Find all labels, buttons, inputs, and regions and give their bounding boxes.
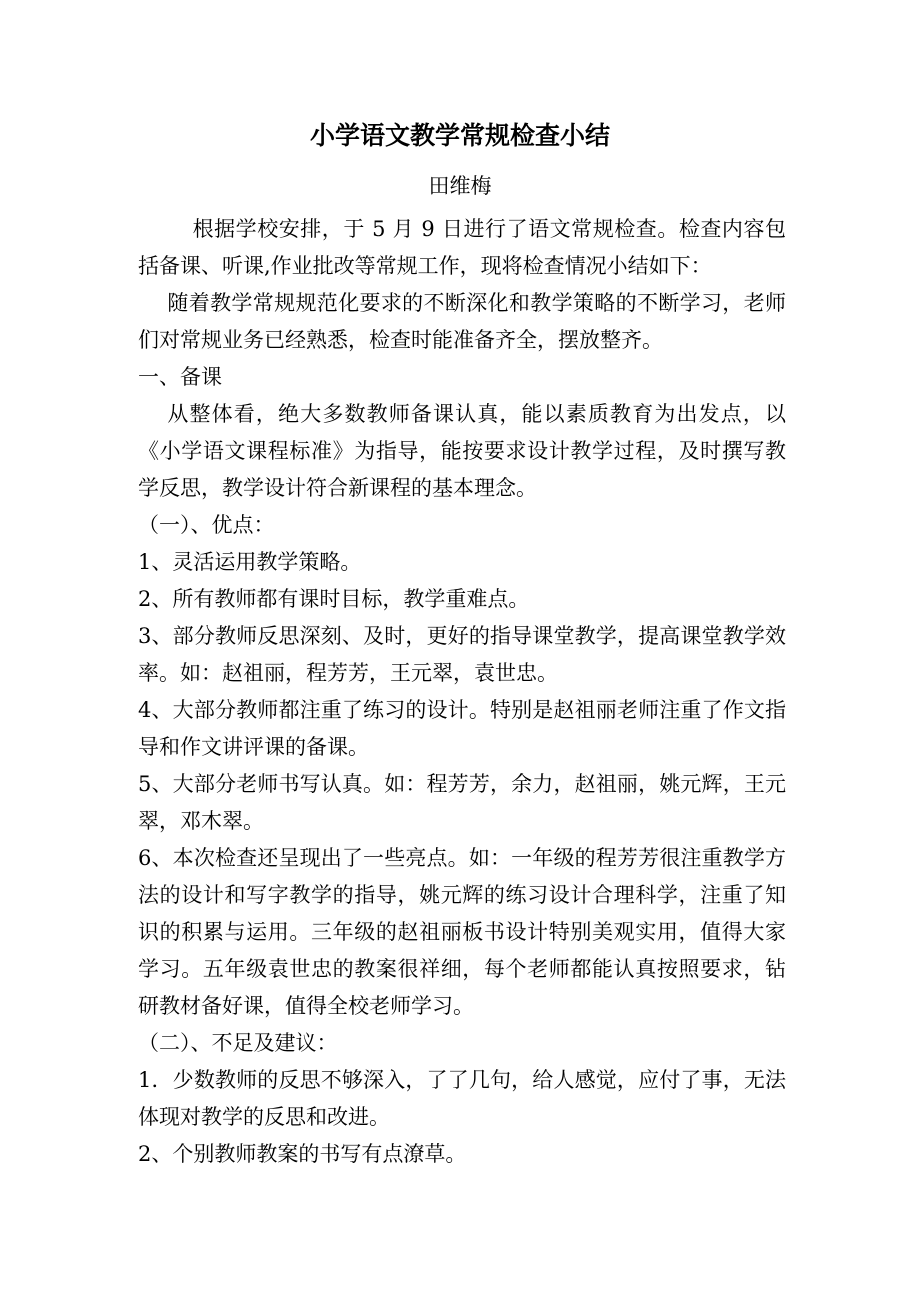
lesson-prep-paragraph: 从整体看，绝大多数教师备课认真，能以素质教育为出发点，以《小学语文课程标准》为指导，能按要求设计教学过程，及时撰写教学反思，教学设计符合新课程的基本理念。 <box>138 402 786 500</box>
list-item: 2、个别教师教案的书写有点潦草。 <box>138 1142 467 1166</box>
list-item: 5、大部分老师书写认真。如：程芳芳，余力，赵祖丽，姚元辉，王元翠，邓木翠。 <box>138 772 786 833</box>
list-item: 3、部分教师反思深刻、及时，更好的指导课堂教学，提高课堂教学效率。如：赵祖丽，程芳芳，王元翠，袁世忠。 <box>138 624 786 685</box>
list-item: 2、所有教师都有课时目标，教学重难点。 <box>138 587 530 611</box>
section-heading-lesson-prep: 一、备课 <box>138 365 222 389</box>
list-item: 4、大部分教师都注重了练习的设计。特别是赵祖丽老师注重了作文指导和作文讲评课的备课。 <box>138 698 786 759</box>
document-author: 田维梅 <box>428 174 492 198</box>
intro-paragraph: 根据学校安排，于 5 月 9 日进行了语文常规检查。检查内容包括备课、听课,作业批改等常规工作，现将检查情况小结如下： <box>138 217 786 278</box>
list-item: 1、灵活运用教学策略。 <box>138 550 362 574</box>
subsection-heading-strengths: （一）、优点： <box>138 513 275 537</box>
list-item: 1．少数教师的反思不够深入，了了几句，给人感觉，应付了事，无法体现对教学的反思和改进。 <box>138 1068 786 1129</box>
document-title: 小学语文教学常规检查小结 <box>309 121 610 150</box>
list-item: 6、本次检查还呈现出了一些亮点。如：一年级的程芳芳很注重教学方法的设计和写字教学的指导，姚元辉的练习设计合理科学，注重了知识的积累与运用。三年级的赵祖丽板书设计特别美观实用，值得大家学习。五年级袁世忠的教案很祥细，每个老师都能认真按照要求，钻研教材备好课，值得全校老师学习。 <box>138 846 786 1018</box>
overview-paragraph: 随着教学常规规范化要求的不断深化和教学策略的不断学习，老师们对常规业务已经熟悉，检查时能准备齐全，摆放整齐。 <box>138 291 786 352</box>
subsection-heading-shortcomings: （二）、不足及建议： <box>138 1031 338 1055</box>
document-body <box>138 211 786 1173</box>
